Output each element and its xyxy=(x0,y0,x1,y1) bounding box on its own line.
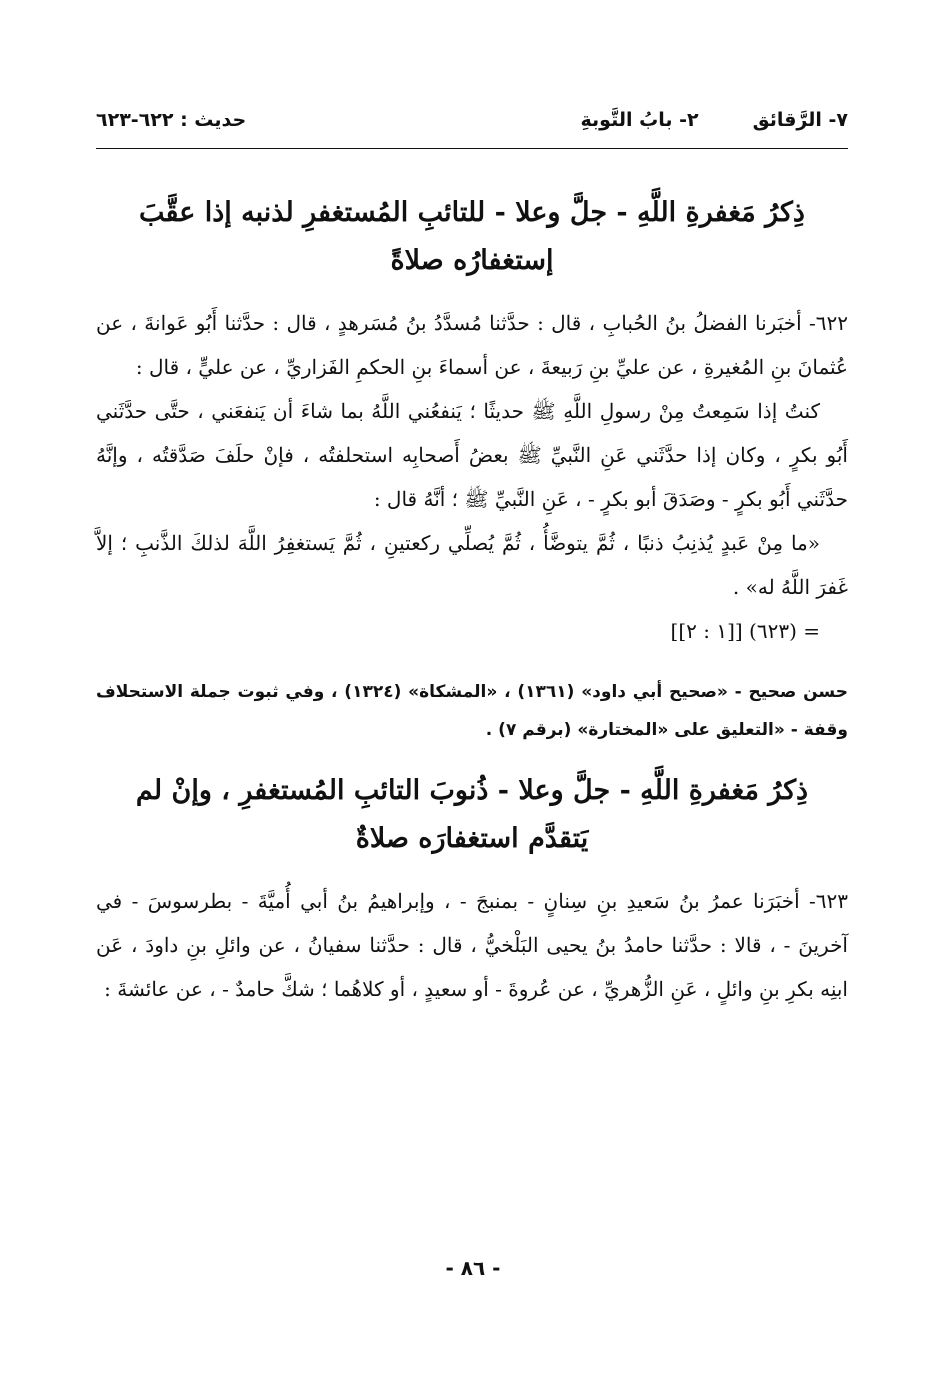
hadith-622-isnad: ٦٢٢- أخبَرنا الفضلُ بنُ الحُبابِ ، قال : حدَّثنا مُسدَّدُ بنُ مُسَرهدٍ ، قال : حدَّثنا أَبُو عَوانةَ ، عن عُثمانَ بنِ المُغيرةِ ، عن عليِّ بنِ رَبيعةَ ، عن أسماءَ بنِ الحكمِ الفَزاريِّ ، عن عليٍّ ، قال : xyxy=(96,311,848,379)
hadith-range: حديث : ٦٢٢-٦٢٣ xyxy=(96,109,247,131)
section-heading-2b: يَتقدَّم استغفارَه صلاةٌ xyxy=(355,823,589,854)
hadith-622-matn: كنتُ إذا سَمِعتُ مِنْ رسولِ اللَّهِ ﷺ حديثًا ؛ يَنفعُني اللَّهُ بما شاءَ أن يَنفعَني ، حتَّى حدَّثَني أَبُو بكرٍ ، وكان إذا حدَّثَني عَنِ النَّبيِّ ﷺ بعضُ أَصحابِه استحلفتُه ، فإنْ حلَفَ صَدَّقتُه ، وإنَّهُ حدَّثَني أَبُو بكرٍ - وصَدَقَ أبو بكرٍ - ، عَنِ النَّبيِّ ﷺ ؛ أنَّهُ قال : xyxy=(96,399,848,511)
hadith-622-reference: = (٦٢٣) [[١ : ٢]] xyxy=(670,619,820,643)
hadith-623-isnad: ٦٢٣- أخبَرَنا عمرُ بنُ سَعيدِ بنِ سِنانٍ - بمنبجَ - ، وإبراهيمُ بنُ أبي أُميَّةَ - بطرسوسَ - في آخرينَ - ، قالا : حدَّثنا حامدُ بنُ يحيى البَلْخيُّ ، قال : حدَّثنا سفيانُ ، عن وائلِ بنِ داودَ ، عَن ابنِه بكرِ بنِ وائلٍ ، عَنِ الزُّهريِّ ، عن عُروةَ - أو سعيدٍ ، أو كلاهُما ؛ شكَّ حامدٌ - ، عن عائشةَ : xyxy=(96,889,848,1001)
section-heading-1b: إستغفارُه صلاةً xyxy=(390,245,554,276)
chapter-title: ٢- بابُ التَّوبةِ xyxy=(580,109,699,131)
running-head-titles xyxy=(581,100,848,140)
page-number: - ٨٦ - xyxy=(445,1256,501,1280)
section-heading-2a: ذِكرُ مَغفرةِ اللَّهِ - جلَّ وعلا - ذُنوبَ التائبِ المُستغفرِ ، وإنْ لم xyxy=(135,775,809,806)
hadith-622-takhrij: حسن صحيح - «صحيح أبي داود» (١٣٦١) ، «المشكاة» (١٣٢٤) ، وفي ثبوت جملة الاستحلاف وقفة - «التعليق على «المختارة» (برقم ٧) . xyxy=(96,682,848,740)
book-section-title: ٧- الرَّقائق xyxy=(752,109,848,131)
header-divider xyxy=(96,148,848,149)
book-page xyxy=(96,100,848,1011)
running-head xyxy=(96,100,848,140)
hadith-622-quote: «ما مِنْ عَبدٍ يُذنِبُ ذنبًا ، ثُمَّ يتوضَّأُ ، ثُمَّ يُصلِّي ركعتينِ ، ثُمَّ يَستغفِرُ اللَّهَ لذلكَ الذَّنبِ ؛ إلاَّ غَفرَ اللَّهُ له» . xyxy=(96,531,848,599)
section-heading-1a: ذِكرُ مَغفرةِ اللَّهِ - جلَّ وعلا - للتائبِ المُستغفرِ لذنبه إذا عقَّبَ xyxy=(139,197,805,228)
